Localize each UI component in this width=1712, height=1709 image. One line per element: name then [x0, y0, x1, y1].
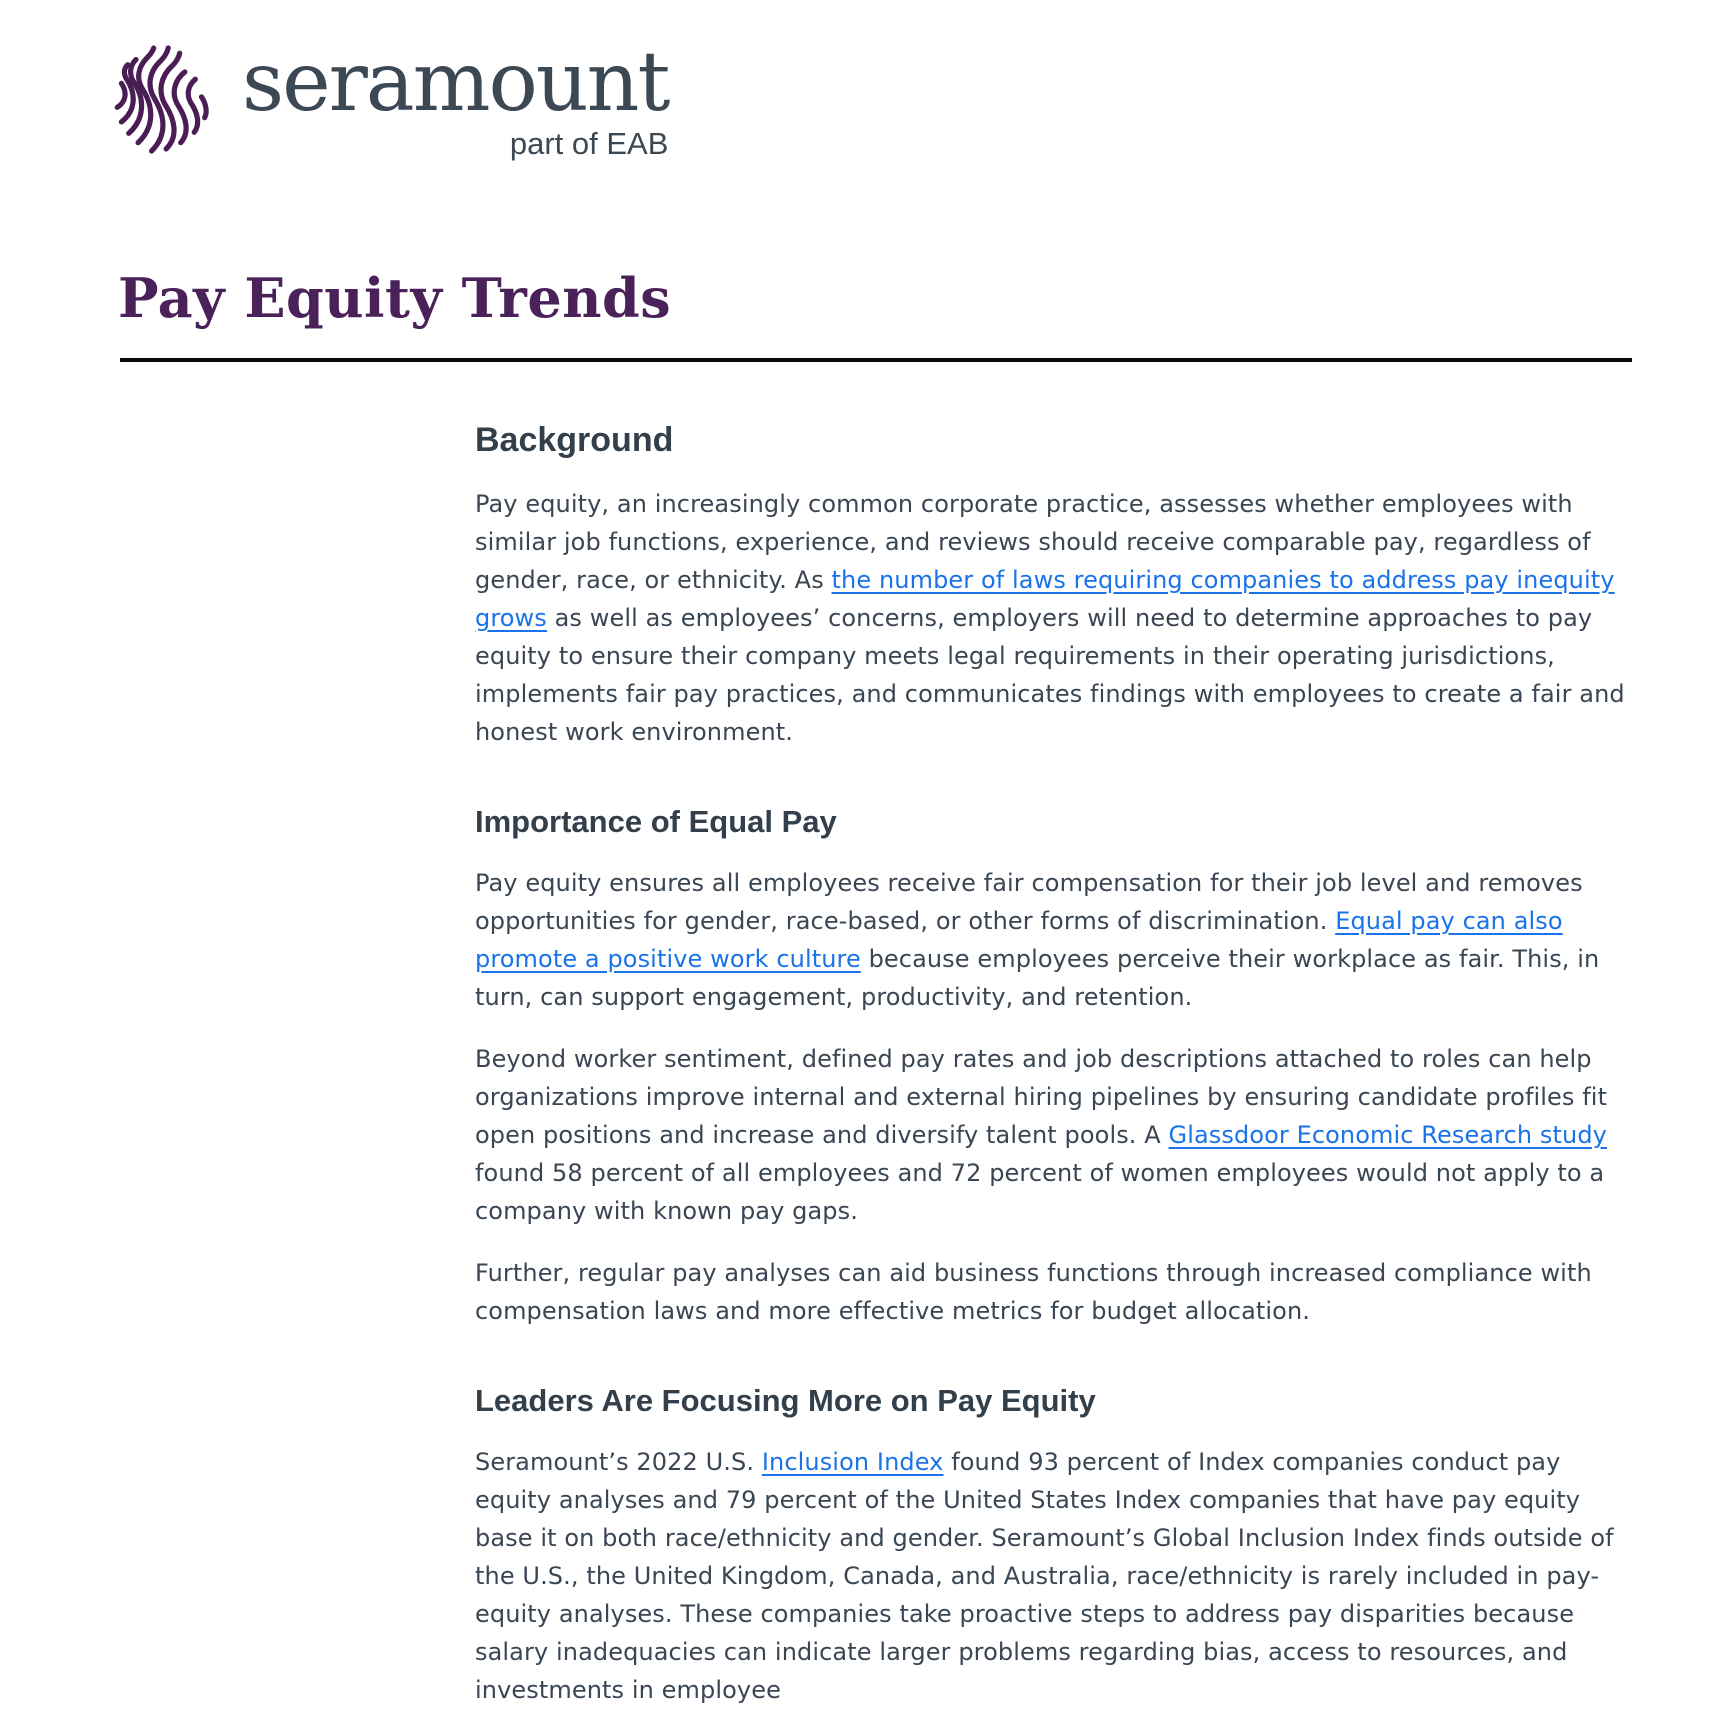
paragraph	[475, 864, 1635, 1016]
paragraph	[475, 1443, 1635, 1709]
paragraph-text: as well as employees’ concerns, employers will need to determine approaches to pay equity to ensure their company meets legal requirements in their operating jurisdictions, implements fair pay practices, and communicates findings with employees to create a fair and honest work environment.	[475, 603, 1625, 746]
paragraph-text: Further, regular pay analyses can aid business functions through increased compliance with compensation laws and more effective metrics for budget allocation.	[475, 1258, 1592, 1325]
logo-text-block	[242, 35, 669, 162]
inline-link[interactable]: Glassdoor Economic Research study	[1168, 1120, 1607, 1149]
section-heading: Importance of Equal Pay	[475, 803, 837, 839]
article-content	[475, 362, 1635, 1709]
paragraph-text: Pay equity ensures all employees receive fair compensation for their job level and removes opportunities for gender, race-based, or other forms of discrimination.	[475, 868, 1583, 935]
paragraph	[475, 1040, 1635, 1230]
section-heading: Background	[475, 421, 674, 459]
paragraph	[475, 1254, 1635, 1330]
paragraph-text: because employees perceive their workplace as fair. This, in turn, can support engagement, productivity, and retention.	[475, 944, 1600, 1011]
inline-link[interactable]: the number of laws requiring companies to address pay inequity grows	[475, 565, 1615, 632]
page-title: Pay Equity Trends	[118, 266, 672, 330]
section-heading: Leaders Are Focusing More on Pay Equity	[475, 1382, 1096, 1418]
inline-link[interactable]: Equal pay can also promote a positive work culture	[475, 906, 1563, 973]
paragraph-text: Seramount’s 2022 U.S.	[475, 1448, 762, 1477]
logo-tagline: part of EAB	[509, 126, 669, 162]
paragraph-text: found 58 percent of all employees and 72 percent of women employees would not apply to a company with known pay gaps.	[475, 1158, 1605, 1225]
wavy-sphere-icon	[110, 40, 214, 158]
paragraph-text: Pay equity, an increasingly common corporate practice, assesses whether employees with similar job functions, experience, and reviews should receive comparable pay, regardless of gender, race, or ethnicity. As	[475, 489, 1591, 594]
paragraph-text: found 93 percent of Index companies conduct pay equity analyses and 79 percent of the United States Index companies that have pay equity base it on both race/ethnicity and gender. Seramount’s Global Inclusion Index finds outside of the U.S., the United Kingdom, Canada, and Australia, race/ethnicity is rarely included in pay-equity analyses. These companies take proactive steps to address pay disparities because salary inadequacies can indicate larger problems regarding bias, access to resources, and investments in employee	[475, 1448, 1614, 1705]
seramount-logo	[110, 35, 669, 162]
logo-brand-text: seramount	[242, 35, 669, 130]
inline-link[interactable]: Inclusion Index	[761, 1448, 944, 1477]
paragraph	[475, 485, 1635, 751]
paragraph-text: Beyond worker sentiment, defined pay rates and job descriptions attached to roles can help organizations improve internal and external hiring pipelines by ensuring candidate profiles fit open positions and increase and diversify talent pools. A	[475, 1044, 1608, 1149]
